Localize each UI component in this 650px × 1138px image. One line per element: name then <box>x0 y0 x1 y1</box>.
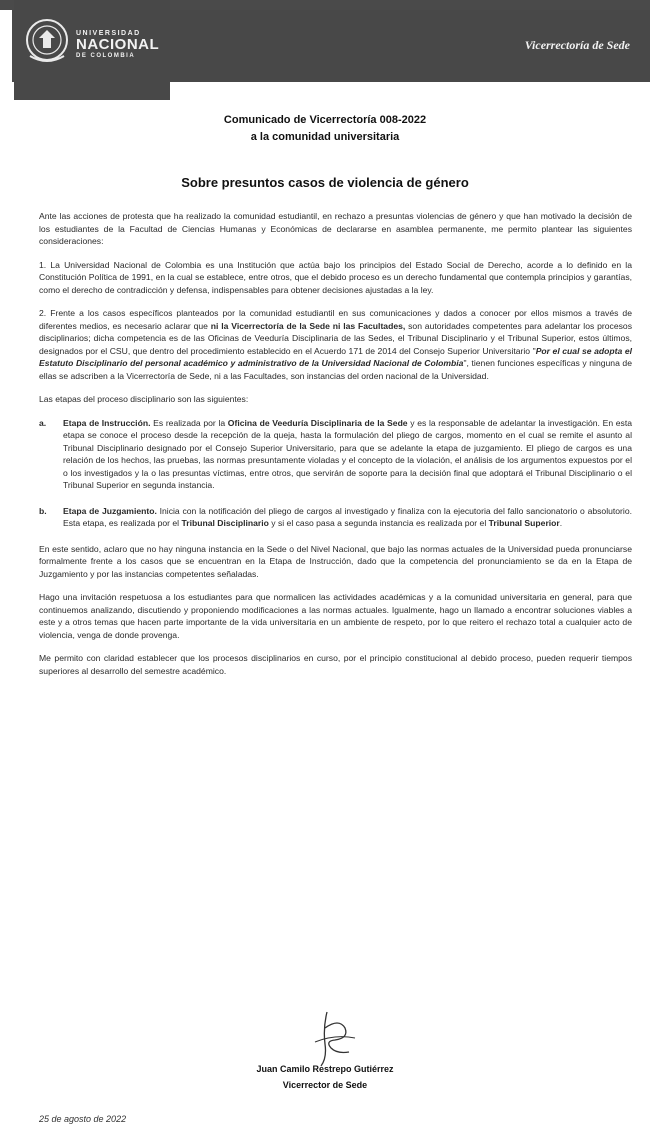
point-2-paragraph <box>39 307 632 382</box>
stage-a-letter: a. <box>39 417 47 428</box>
logo-line-1: UNIVERSIDAD <box>76 30 141 37</box>
stage-b-letter: b. <box>39 505 47 516</box>
point-2-bold-1: ni la Vicerrectoría de la Sede ni las Facultades, <box>210 320 406 331</box>
logo-line-3: DE COLOMBIA <box>76 53 136 59</box>
signer-name: Juan Camilo Restrepo Gutiérrez <box>256 1064 394 1074</box>
point-1-paragraph: 1. La Universidad Nacional de Colombia es una Institución que actúa bajo los principios del Estado Social de Derecho, acorde a lo definido en la Constitución Política de 1991, en la cual se establece, entre otros, que el debido proceso es un derecho fundamental que contempla principios y garantías, como el derecho de contradicción y defensa, indispensables para obtener decisiones ajustadas a la ley. <box>39 259 632 295</box>
stage-a-heading: Etapa de Instrucción. <box>63 417 151 428</box>
university-seal-icon <box>24 16 70 66</box>
invitation-paragraph: Hago una invitación respetuosa a los estudiantes para que normalicen las actividades académicas y a la comunidad universitaria en general, para que continuemos analizando, discutiendo y proponiendo modificaciones a las normas actuales. Igualmente, hago un llamado a encontrar soluciones viables a este y a otros temas que hacen parte importante de la vida universitaria en un ambiente de respeto, por lo que reitero el rechazo total a cualquier acto de violencia, venga de donde provenga. <box>39 592 632 640</box>
stage-b-bold-2: Tribunal Superior <box>488 518 560 528</box>
stage-b-text-3: . <box>559 518 563 528</box>
logo-line-2: NACIONAL <box>76 36 160 53</box>
stage-a-text-1: Es realizada por la <box>150 417 228 428</box>
letter-body <box>39 210 632 688</box>
signer-role: Vicerrector de Sede <box>282 1080 368 1090</box>
point-2-bold-2: Por el cual se adopta el Estatuto Disciplinario del personal académico y administrativo de la Universidad Nacional de Colombia <box>39 345 632 368</box>
intro-paragraph: Ante las acciones de protesta que ha realizado la comunidad estudiantil, en rechazo a presuntas violencias de género y que han motivado la decisión de los estudiantes de la Facultad de Ciencias Humanas y Económicas de declararse en asamblea permanente, me permito plantear las siguientes consideraciones: <box>39 211 632 246</box>
stages-intro: Las etapas del proceso disciplinario son las siguientes: <box>39 394 249 404</box>
logo-wordmark <box>76 30 159 59</box>
university-logo <box>14 0 170 100</box>
point-2-text-1: 2. Frente a los casos específicos planteados por la comunidad estudiantil en sus comunicaciones y dados a conocer por ellos mismos a través de diferentes medios, es necesario aclarar que <box>39 308 632 331</box>
stage-b-text-1: Inicia con la notificación del pliego de cargos al investigado y finaliza con la ejecutoria del fallo sancionatorio o absolutorio. Esta etapa, es realizada por el <box>63 505 632 528</box>
instances-paragraph: En este sentido, aclaro que no hay ninguna instancia en la Sede o del Nivel Nacional, que bajo las normas actuales de la Universidad pueda pronunciarse formalmente frente a los casos que se encuentran en la Etapa de Instrucción, dado que la competencia del pronunciamiento se da en la Etapa de Juzgamiento y por las instancias competentes señaladas. <box>39 543 632 579</box>
communique-title: Comunicado de Vicerrectoría 008-2022 <box>223 114 427 126</box>
stage-b-bold-1: Tribunal Disciplinario <box>181 518 269 528</box>
stage-a <box>39 417 632 492</box>
letter-date: 25 de agosto de 2022 <box>39 1114 127 1124</box>
unit-name: Vicerrectoría de Sede <box>524 38 630 52</box>
stage-a-text-2: y es la responsable de adelantar la investigación. En esta etapa se conoce el proceso desde la recepción de la queja, hasta la formulación del pliego de cargos, momento en el cual se remite el asunto al Tribunal Disciplinario designado por el Consejo Superior Universitario, para que se adelante la etapa de juzgamiento. El pliego de cargos es una relación de los hechos, las pruebas, las normas presuntamente violadas y el concepto de la violación, el análisis de los argumentos expuestos por el o los investigados y la o las presuntas víctimas, entre otros, que servirán de soporte para la decisión final que adoptará el Tribunal Disciplinario o el Tribunal Superior en segunda instancia. <box>63 417 632 490</box>
stage-a-text <box>63 417 632 492</box>
stage-a-bold: Oficina de Veeduría Disciplinaria de la Sede <box>227 417 408 428</box>
point-2-text-2: son autoridades competentes para adelantar los procesos disciplinarios; dicha competencia es de las Oficinas de Veeduría Disciplinaria de las Sedes, el Tribunal Disciplinario y el Tribunal Superior, estos últimos, designados por el CSU, que dentro del procedimiento establecido en el Acuerdo 171 de 2014 del Consejo Superior Universitario " <box>39 320 632 356</box>
point-2-text-3: ", tienen funciones específicas y ninguna de ellas se adscriben a la Vicerrectoría de Sede, ni a las Facultades, son instancias del orden nacional de la Universidad. <box>39 358 632 381</box>
stage-b <box>39 505 632 530</box>
communique-audience: a la comunidad universitaria <box>250 131 400 143</box>
closing-paragraph: Me permito con claridad establecer que los procesos disciplinarios en curso, por el principio constitucional al debido proceso, pueden requerir tiempos superiores al desarrollo del semestre académico. <box>39 653 632 676</box>
communique-subject: Sobre presuntos casos de violencia de género <box>181 175 469 190</box>
stage-b-text-2: y si el caso pasa a segunda instancia es realizada por el <box>268 518 489 528</box>
handwritten-signature-icon <box>305 1008 365 1068</box>
stage-b-text <box>63 505 632 530</box>
stage-b-heading: Etapa de Juzgamiento. <box>63 505 157 516</box>
